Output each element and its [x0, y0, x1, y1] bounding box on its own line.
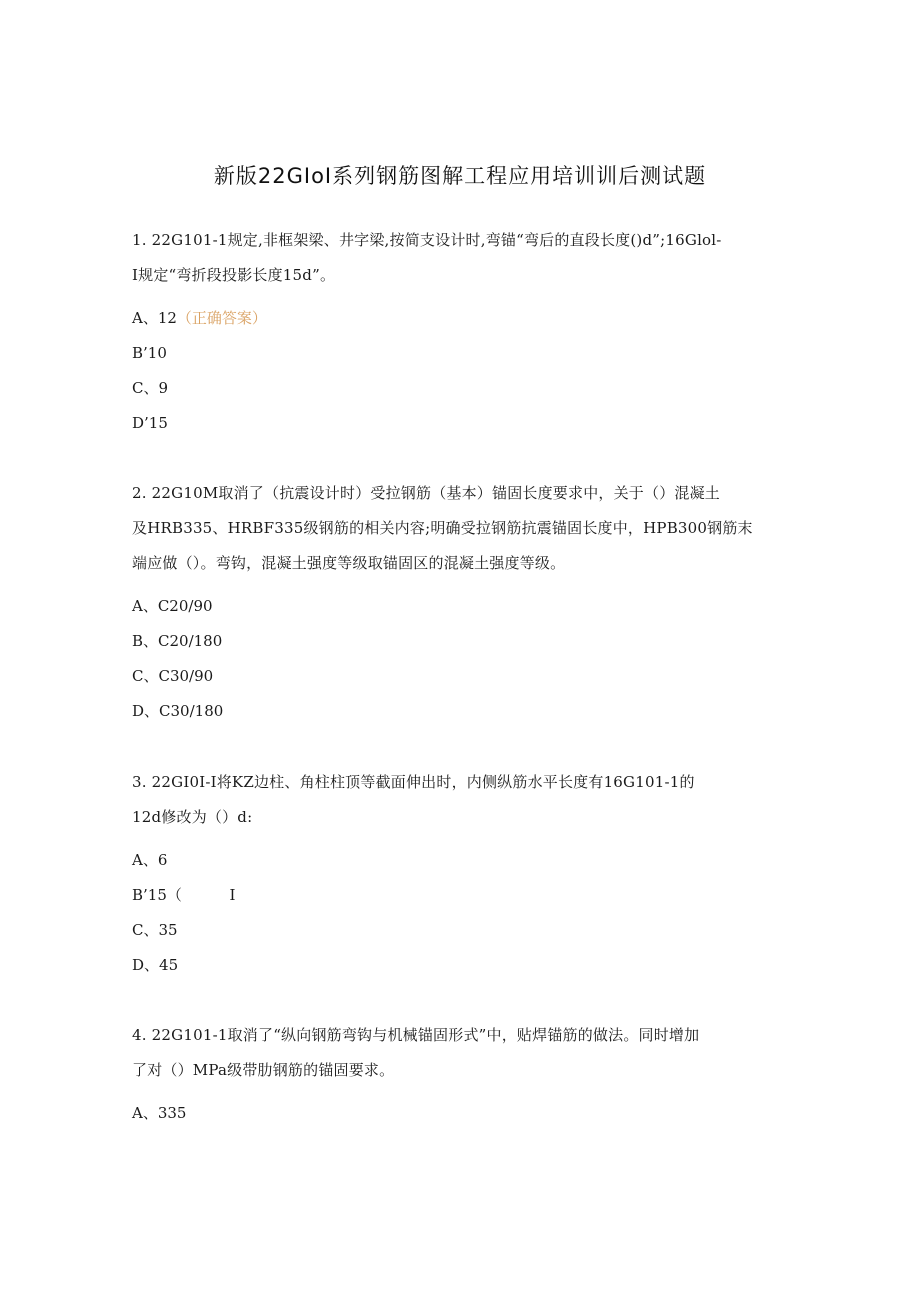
option-b: B’15（ I: [132, 886, 236, 904]
question-4: [132, 1018, 792, 1131]
question-2: [132, 476, 792, 729]
option-d: D、C30/180: [132, 702, 224, 720]
option-b: B、C20/180: [132, 632, 223, 650]
question-stem-line: 端应做（）。弯钩，混凝土强度等级取锚固区的混凝土强度等级。: [132, 554, 566, 572]
option-a: A、6: [132, 851, 168, 869]
option-text: A、12: [132, 309, 177, 327]
question-stem-line: 12d修改为（）d:: [132, 808, 253, 826]
option-c: C、C30/90: [132, 667, 214, 685]
option-a: A、335: [132, 1104, 187, 1122]
option-c: C、35: [132, 921, 178, 939]
option-c: C、9: [132, 379, 169, 397]
question-1: [132, 223, 792, 441]
question-stem-line: 3. 22GI0I-I将KZ边柱、角柱柱顶等截面伸出时，内侧纵筋水平长度有16G101-1的: [132, 773, 695, 791]
question-stem-line: 及HRB335、HRBF335级钢筋的相关内容;明确受拉钢筋抗震锚固长度中，HPB300钢筋末: [132, 519, 753, 537]
question-stem-line: I规定“弯折段投影长度15d”。: [132, 266, 336, 284]
correct-answer-mark: （正确答案）: [176, 309, 267, 327]
question-3: [132, 765, 792, 983]
option-d: D、45: [132, 956, 179, 974]
question-stem-line: 2. 22G10M取消了（抗震设计时）受拉钢筋（基本）锚固长度要求中，关于（）混凝土: [132, 484, 720, 502]
question-stem-line: 4. 22G101-1取消了“纵向钢筋弯钩与机械锚固形式”中，贴焊锚筋的做法。同时增加: [132, 1026, 700, 1044]
option-a: A、C20/90: [132, 597, 213, 615]
option-b: B’10: [132, 344, 167, 362]
page-title: 新版22GIoI系列钢筋图解工程应用培训训后测试题: [213, 164, 707, 188]
option-a: [132, 301, 792, 336]
question-stem-line: 了对（）MPa级带肋钢筋的锚固要求。: [132, 1061, 395, 1079]
question-stem-line: 1. 22G101-1规定,非框架梁、井字梁,按简支设计时,弯锚“弯后的直段长度()d”;16Glol-: [132, 231, 722, 249]
option-d: D’15: [132, 414, 168, 432]
